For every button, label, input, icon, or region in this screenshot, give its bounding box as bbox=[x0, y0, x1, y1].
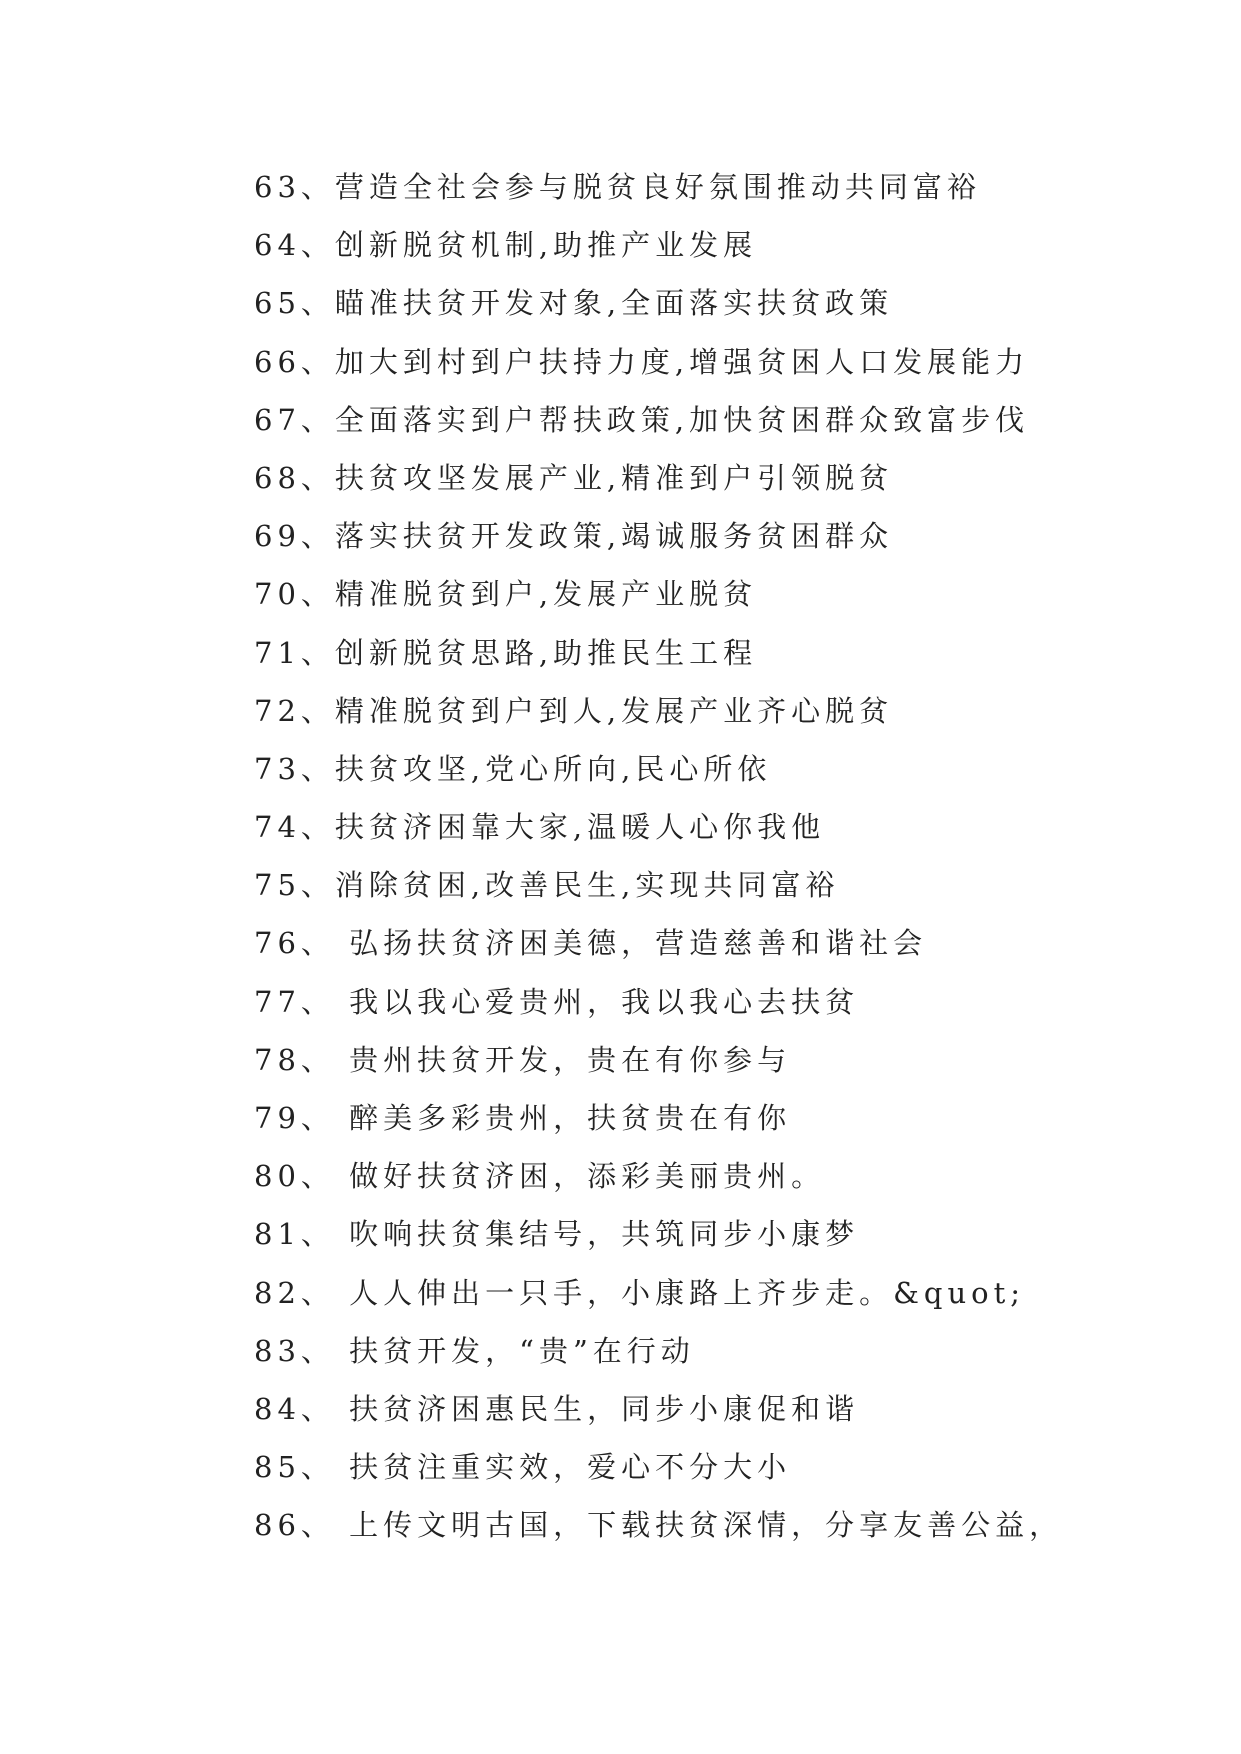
list-item: 66、加大到村到户扶持力度,增强贫困人口发展能力 bbox=[254, 344, 1030, 379]
list-item: 82、 人人伸出一只手，小康路上齐步走。&quot; bbox=[254, 1275, 1026, 1310]
list-item: 77、 我以我心爱贵州，我以我心去扶贫 bbox=[254, 984, 860, 1019]
list-item: 83、 扶贫开发，“贵”在行动 bbox=[254, 1333, 695, 1368]
list-item: 85、 扶贫注重实效，爱心不分大小 bbox=[254, 1450, 792, 1485]
list-item: 70、精准脱贫到户,发展产业脱贫 bbox=[254, 577, 758, 612]
list-item: 86、 上传文明古国，下载扶贫深情，分享友善公益， bbox=[254, 1508, 1064, 1543]
list-item: 84、 扶贫济困惠民生，同步小康促和谐 bbox=[254, 1391, 860, 1426]
list-item: 74、扶贫济困靠大家,温暖人心你我他 bbox=[254, 810, 826, 845]
list-item: 78、 贵州扶贫开发，贵在有你参与 bbox=[254, 1042, 792, 1077]
list-item: 64、创新脱贫机制,助推产业发展 bbox=[254, 228, 758, 263]
list-item: 68、扶贫攻坚发展产业,精准到户引领脱贫 bbox=[254, 460, 894, 495]
list-item: 80、 做好扶贫济困，添彩美丽贵州。 bbox=[254, 1159, 826, 1194]
list-item: 73、扶贫攻坚,党心所向,民心所依 bbox=[254, 751, 772, 786]
list-item: 65、瞄准扶贫开发对象,全面落实扶贫政策 bbox=[254, 286, 894, 321]
list-item: 69、落实扶贫开发政策,竭诚服务贫困群众 bbox=[254, 519, 894, 554]
list-item: 81、 吹响扶贫集结号，共筑同步小康梦 bbox=[254, 1217, 860, 1252]
list-item: 71、创新脱贫思路,助推民生工程 bbox=[254, 635, 758, 670]
list-item: 76、 弘扬扶贫济困美德，营造慈善和谐社会 bbox=[254, 926, 928, 961]
list-item: 79、 醉美多彩贵州，扶贫贵在有你 bbox=[254, 1101, 792, 1135]
list-item: 72、精准脱贫到户到人,发展产业齐心脱贫 bbox=[254, 693, 894, 728]
list-item: 75、消除贫困,改善民生,实现共同富裕 bbox=[254, 868, 840, 903]
list-item: 63、营造全社会参与脱贫良好氛围推动共同富裕 bbox=[254, 170, 981, 204]
list-item: 67、全面落实到户帮扶政策,加快贫困群众致富步伐 bbox=[254, 402, 1030, 437]
slogan-list bbox=[254, 158, 1063, 1555]
